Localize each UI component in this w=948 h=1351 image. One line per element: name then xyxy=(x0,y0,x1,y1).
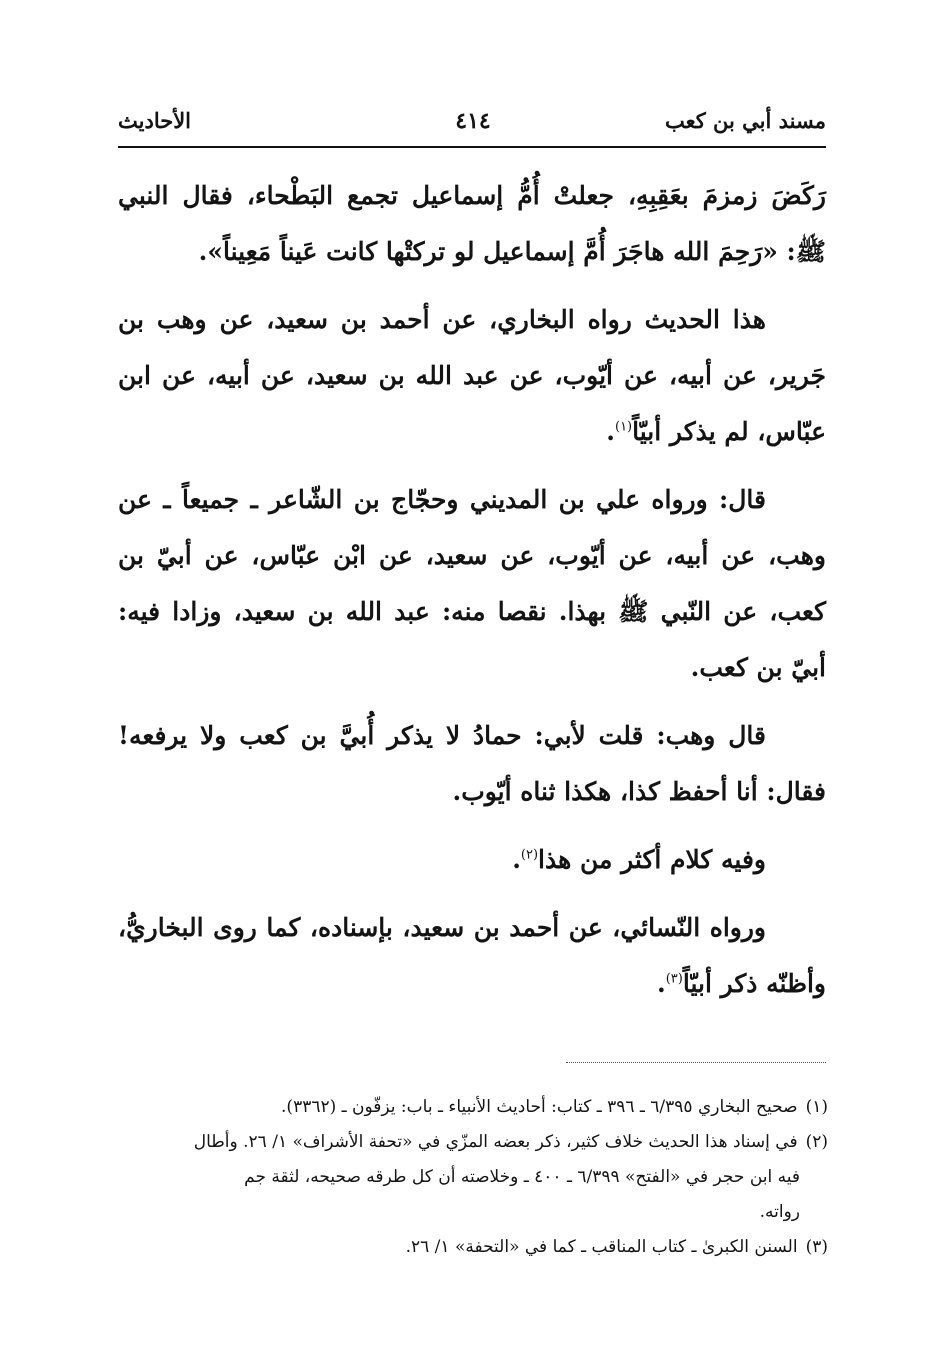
footnote-ref-3[interactable]: (٣) xyxy=(665,971,683,987)
footnote-1-text: صحيح البخاري ٦/٣٩٥ ـ ٣٩٦ ـ كتاب: أحاديث الأنبياء ـ باب: يزفّون ـ (٣٣٦٢). xyxy=(281,1097,798,1117)
footnote-1 xyxy=(118,1090,828,1125)
footnotes xyxy=(118,1090,828,1265)
footnote-separator xyxy=(566,1062,826,1063)
footnote-2-text: في إسناد هذا الحديث خلاف كثير، ذكر بعضه المزّي في «تحفة الأشراف» ١/ ٢٦. وأطال xyxy=(193,1132,798,1152)
footnote-ref-2[interactable]: (٢) xyxy=(520,847,539,863)
paragraph-6 xyxy=(118,900,826,1012)
section-title: الأحاديث xyxy=(118,108,192,133)
main-text xyxy=(118,168,826,1024)
paragraph-4: قال وهب: قلت لأبي: حمادُ لا يذكر أُبيَّ بن كعب ولا يرفعه! فقال: أنا أحفظ كذا، هكذا ثناه أيّوب. xyxy=(118,721,826,806)
paragraph-3: قال: ورواه علي بن المديني وحجّاج بن الشّاعر ـ جميعاً ـ عن وهب، عن أبيه، عن أيّوب، عن سعيد، عن ابْن عبّاس، عن أبيّ بن كعب، عن النّبي ﷺ بهذا. نقصا منه: عبد الله بن سعيد، وزادا فيه: أبيّ بن كعب. xyxy=(118,485,826,682)
paragraph-2-text: هذا الحديث رواه البخاري، عن أحمد بن سعيد، عن وهب بن جَرير، عن أبيه، عن أيّوب، عن عبد الله بن سعيد، عن أبيه، عن ابن عبّاس، لم يذكر أبيّاً xyxy=(118,305,826,446)
paragraph-5 xyxy=(118,832,826,888)
footnote-2-number: (٢) xyxy=(805,1132,828,1152)
paragraph-1: رَكَضَ زمزمَ بعَقِبِهِ، جعلتْ أُمُّ إسماعيل تجمع البَطْحاء، فقال النبي ﷺ: «رَحِمَ الله هاجَرَ أُمَّ إسماعيل لو تركتْها كانت عَيناً مَعِيناً». xyxy=(118,181,826,266)
paragraph-5-text: وفيه كلام أكثر من هذا xyxy=(538,845,766,874)
book-title: مسند أبي بن كعب xyxy=(664,108,826,133)
footnote-1-number: (١) xyxy=(805,1097,828,1117)
footnote-3-number: (٣) xyxy=(805,1237,828,1257)
footnote-3-text: السنن الكبرىٰ ـ كتاب المناقب ـ كما في «التحفة» ١/ ٢٦. xyxy=(405,1237,798,1257)
header-rule xyxy=(118,146,826,148)
footnote-ref-1[interactable]: (١) xyxy=(614,419,633,435)
paragraph-6-text: ورواه النّسائي، عن أحمد بن سعيد، بإسناده، كما روى البخاريُّ، وأظنّه ذكر أبيّاً xyxy=(118,913,826,998)
paragraph-2-end: . xyxy=(606,417,615,446)
footnote-2-continuation-1: فيه ابن حجر في «الفتح» ٦/٣٩٩ ـ ٤٠٠ ـ وخلاصته أن كل طرقه صحيحه، لثقة جم xyxy=(244,1167,800,1187)
page-number: ٤١٤ xyxy=(455,108,491,134)
footnote-2 xyxy=(118,1125,828,1160)
footnote-2-continuation-2: رواته. xyxy=(759,1202,800,1222)
paragraph-5-end: . xyxy=(512,845,521,874)
footnote-3 xyxy=(118,1230,828,1265)
running-header xyxy=(118,108,826,146)
paragraph-2 xyxy=(118,292,826,460)
paragraph-6-end: . xyxy=(656,969,666,998)
